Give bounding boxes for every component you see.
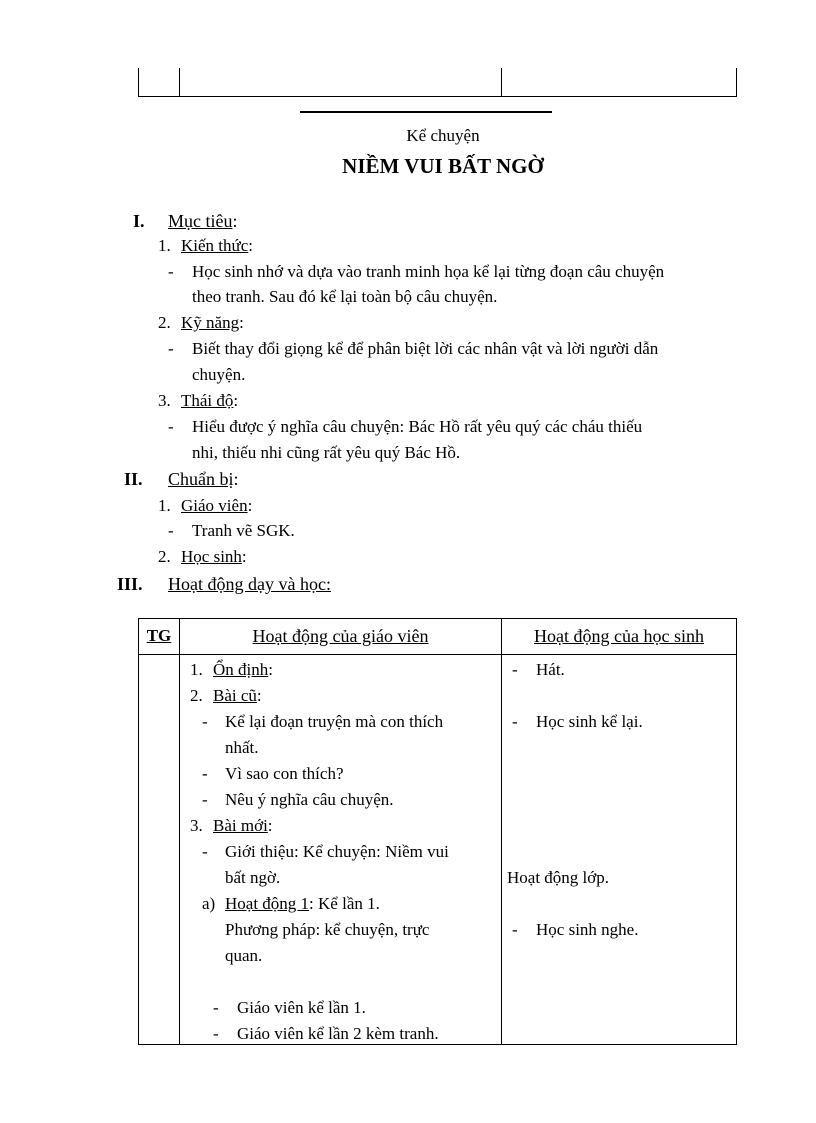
- s1-k3-colon: :: [233, 391, 239, 410]
- gv-activity-1-method-line2: quan.: [225, 946, 263, 965]
- gv-item-2-dash-c: -: [202, 790, 208, 809]
- gv-item-3-colon: :: [267, 816, 273, 835]
- s1-k3-text-line1: Hiểu được ý nghĩa câu chuyện: Bác Hồ rất yêu quý các cháu thiếu: [192, 417, 643, 436]
- gv-item-2-title: Bài cũ: [213, 686, 257, 705]
- top-table-divider-2: [501, 68, 502, 96]
- gv-item-3-a-line1: Giới thiệu: Kể chuyện: Niềm vui: [225, 842, 449, 861]
- s2-hs-heading: [181, 547, 247, 567]
- s1-k1-heading: [181, 236, 253, 256]
- top-table-divider-1: [179, 68, 180, 96]
- gv-activity-1-dash-b: -: [213, 1024, 219, 1043]
- s2-hs-title: Học sinh: [181, 547, 242, 566]
- s1-k2-title: Kỹ năng: [181, 313, 240, 332]
- hs-dash-4: -: [512, 920, 518, 939]
- gv-item-3-heading: [213, 816, 273, 836]
- hs-response-2: Học sinh kể lại.: [536, 712, 643, 731]
- gv-item-2-a-line1: Kể lại đoạn truyện mà con thích: [225, 712, 444, 731]
- page-title: NIỀM VUI BẤT NGỜ: [342, 154, 544, 178]
- section-1-title-text: Mục tiêu: [168, 211, 233, 231]
- section-1-title: [168, 211, 238, 232]
- gv-item-2-number: 2.: [190, 686, 203, 705]
- hs-dash-1: -: [512, 660, 518, 679]
- gv-item-1-title: Ổn định: [213, 660, 269, 679]
- s2-hs-number: 2.: [158, 547, 171, 566]
- gv-item-2-a-line2: nhất.: [225, 738, 259, 757]
- hs-response-3: Hoạt động lớp.: [507, 868, 610, 887]
- table-header-tg: TG: [146, 626, 172, 645]
- section-1-number: I.: [133, 211, 145, 231]
- section-2-title-text: Chuẩn bị: [168, 469, 234, 489]
- top-table-right-border: [736, 68, 737, 96]
- table-col-divider-2: [501, 618, 502, 1045]
- table-top-border: [138, 618, 737, 619]
- gv-item-2-dash-a: -: [202, 712, 208, 731]
- table-header-gv: Hoạt động của giáo viên: [252, 626, 429, 646]
- s1-k3-dash: -: [168, 417, 174, 436]
- gv-item-2-colon: :: [256, 686, 262, 705]
- s1-k2-heading: [181, 313, 244, 333]
- section-2-number: II.: [124, 469, 143, 489]
- table-right-border: [736, 618, 737, 1045]
- section-2-colon: :: [233, 469, 239, 489]
- table-header-bottom-border: [138, 654, 737, 655]
- gv-activity-1-title: Hoạt động 1: [225, 894, 310, 913]
- gv-item-2-heading: [213, 686, 262, 706]
- subject-label: Kể chuyện: [406, 126, 480, 145]
- section-3-title-text: Hoạt động dạy và học: [168, 574, 326, 594]
- s1-k1-colon: :: [248, 236, 254, 255]
- section-2-title: [168, 469, 239, 490]
- gv-activity-1-step-b: Giáo viên kể lần 2 kèm tranh.: [237, 1024, 439, 1043]
- s1-k2-number: 2.: [158, 313, 171, 332]
- table-col-divider-1: [179, 618, 180, 1045]
- table-header-hs: Hoạt động của học sinh: [534, 626, 704, 646]
- s2-gv-heading: [181, 496, 252, 516]
- s2-gv-number: 1.: [158, 496, 171, 515]
- s1-k2-text-line2: chuyện.: [192, 365, 246, 384]
- gv-item-3-number: 3.: [190, 816, 203, 835]
- section-3-number: III.: [117, 574, 143, 594]
- s2-hs-colon: :: [241, 547, 247, 566]
- gv-activity-1-label: a): [202, 894, 216, 913]
- s1-k1-title: Kiến thức: [181, 236, 249, 255]
- gv-item-1-number: 1.: [190, 660, 203, 679]
- gv-item-3-title: Bài mới: [213, 816, 268, 835]
- s1-k1-dash: -: [168, 262, 174, 281]
- s2-gv-dash: -: [168, 521, 174, 540]
- hs-dash-2: -: [512, 712, 518, 731]
- gv-activity-1-step-a: Giáo viên kể lần 1.: [237, 998, 366, 1017]
- s1-k1-text-line2: theo tranh. Sau đó kể lại toàn bộ câu chuyện.: [192, 287, 498, 306]
- s1-k2-colon: :: [239, 313, 244, 332]
- s1-k3-title: Thái độ: [181, 391, 234, 410]
- gv-activity-1-dash-a: -: [213, 998, 219, 1017]
- section-3-colon: :: [325, 574, 331, 594]
- table-bottom-border: [138, 1044, 737, 1045]
- top-table-bottom-border: [138, 96, 737, 97]
- gv-item-2-b: Vì sao con thích?: [225, 764, 344, 783]
- gv-item-2-c: Nêu ý nghĩa câu chuyện.: [225, 790, 394, 809]
- section-3-title: [168, 574, 331, 595]
- gv-item-3-dash-a: -: [202, 842, 208, 861]
- s1-k3-text-line2: nhi, thiếu nhi cũng rất yêu quý Bác Hồ.: [192, 443, 461, 462]
- hs-response-4: Học sinh nghe.: [536, 920, 639, 939]
- header-separator: [300, 111, 552, 113]
- gv-item-2-dash-b: -: [202, 764, 208, 783]
- s1-k1-number: 1.: [158, 236, 171, 255]
- s1-k2-dash: -: [168, 339, 174, 358]
- s1-k3-heading: [181, 391, 238, 411]
- s2-gv-title: Giáo viên: [181, 496, 248, 515]
- s1-k2-text-line1: Biết thay đổi giọng kể để phân biệt lời các nhân vật và lời người dẫn: [192, 339, 659, 358]
- top-table-left-border: [138, 68, 139, 96]
- gv-activity-1-rest: : Kể lần 1.: [309, 894, 380, 913]
- s2-gv-text: Tranh vẽ SGK.: [192, 521, 295, 540]
- s1-k1-text-line1: Học sinh nhớ và dựa vào tranh minh họa kể lại từng đoạn câu chuyện: [192, 262, 665, 281]
- gv-item-1-heading: [213, 660, 273, 680]
- gv-activity-1-heading: [225, 894, 380, 914]
- table-left-border: [138, 618, 139, 1045]
- s1-k3-number: 3.: [158, 391, 171, 410]
- gv-activity-1-method-line1: Phương pháp: kể chuyện, trực: [225, 920, 430, 939]
- hs-response-1: Hát.: [536, 660, 565, 679]
- gv-item-1-colon: :: [268, 660, 273, 679]
- section-1-colon: :: [232, 211, 238, 231]
- s2-gv-colon: :: [247, 496, 253, 515]
- gv-item-3-a-line2: bất ngờ.: [225, 868, 281, 887]
